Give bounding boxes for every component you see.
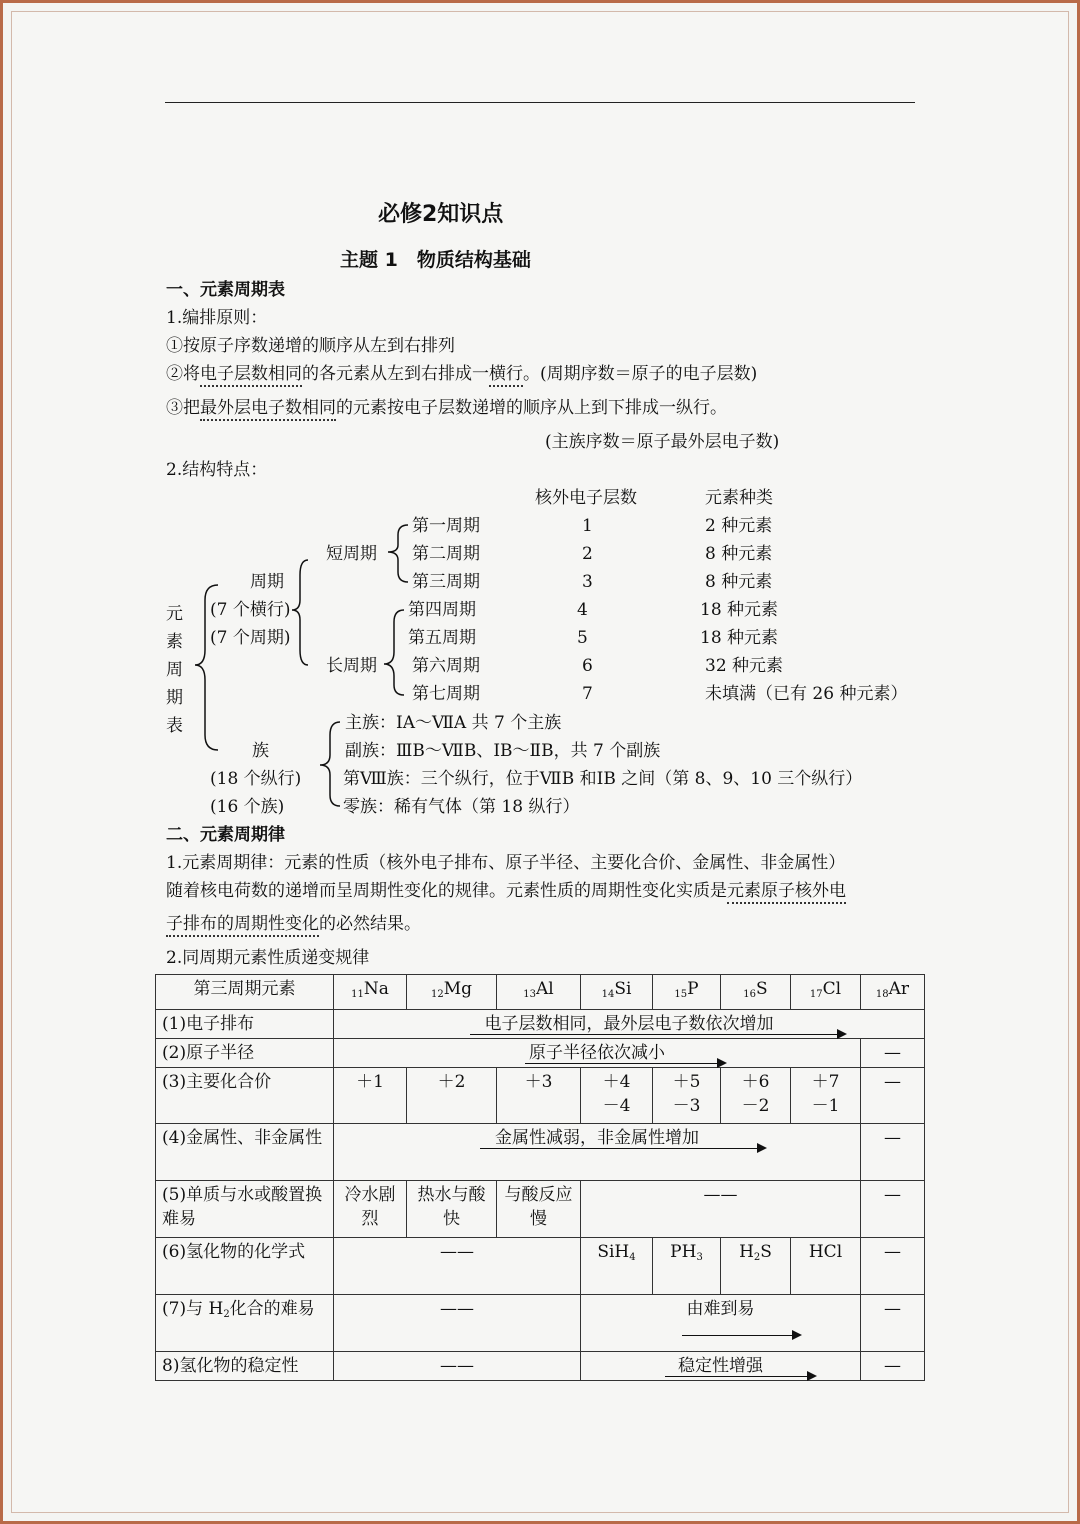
empty-dash: —— bbox=[581, 1181, 861, 1238]
empty-dash: — bbox=[861, 1352, 925, 1381]
row-label: (4)金属性、非金属性 bbox=[156, 1124, 334, 1181]
row-label: (5)单质与水或酸置换难易 bbox=[156, 1181, 334, 1238]
period-kinds: 32 种元素 bbox=[705, 656, 784, 676]
hydride-cell: HCl bbox=[791, 1238, 861, 1295]
document-title: 必修2知识点 bbox=[378, 202, 504, 227]
empty-dash: — bbox=[861, 1181, 925, 1238]
period-name: 第二周期 bbox=[412, 544, 480, 564]
period-kinds: 18 种元素 bbox=[700, 628, 779, 648]
empty-dash: — bbox=[861, 1068, 925, 1124]
row-label: (6)氢化物的化学式 bbox=[156, 1238, 334, 1295]
arrange-title: 1.编排原则： bbox=[166, 308, 268, 328]
valence-cell: ＋1 bbox=[334, 1068, 407, 1124]
period-name: 第五周期 bbox=[408, 628, 476, 648]
period-shells: 1 bbox=[582, 516, 593, 536]
rule-3-post: 的元素按电子层数递增的顺序从上到下排成一纵行。 bbox=[336, 398, 727, 418]
section2-heading: 二、元素周期律 bbox=[166, 825, 285, 845]
trend-arrow bbox=[470, 1034, 845, 1035]
row-label: (3)主要化合价 bbox=[156, 1068, 334, 1124]
long-period-label: 长周期 bbox=[326, 656, 377, 676]
element-cell: $_{12}$Mg bbox=[407, 975, 497, 1010]
empty-dash: — bbox=[861, 1124, 925, 1181]
rule-3-emphasis: 最外层电子数相同 bbox=[200, 398, 336, 421]
empty-dash: —— bbox=[334, 1295, 581, 1352]
rule-2-mid: 的各元素从左到右排成一 bbox=[302, 364, 489, 384]
law-line-2-text: 随着核电荷数的递增而呈周期性变化的规律。元素性质的周期性变化实质是 bbox=[166, 881, 727, 901]
period-shells: 7 bbox=[582, 684, 593, 704]
period-name: 第一周期 bbox=[412, 516, 480, 536]
valence-cell: ＋2 bbox=[407, 1068, 497, 1124]
row-label: (7)与 $H_2$化合的难易 bbox=[156, 1295, 334, 1352]
rule-2-post: 。(周期序数＝原子的电子层数) bbox=[523, 364, 758, 384]
brace-short bbox=[388, 525, 408, 582]
table-row bbox=[156, 1352, 925, 1381]
group-cols: (18 个纵行) bbox=[210, 769, 302, 789]
root-char: 素 bbox=[166, 632, 183, 652]
periodic-trend-table bbox=[155, 974, 925, 1381]
period-shells: 2 bbox=[582, 544, 593, 564]
trend-cell bbox=[334, 1039, 861, 1068]
valence-cell: ＋6 －2 bbox=[721, 1068, 791, 1124]
trend-cell bbox=[581, 1295, 861, 1352]
trend-text: 由难到易 bbox=[686, 1299, 755, 1319]
period-name: 第三周期 bbox=[412, 572, 480, 592]
root-char: 元 bbox=[166, 604, 183, 624]
hydride-cell: $H_2S$ bbox=[721, 1238, 791, 1295]
empty-dash: — bbox=[861, 1039, 925, 1068]
group-item: 零族：稀有气体（第 18 纵行） bbox=[343, 797, 580, 817]
table-row bbox=[156, 1238, 925, 1295]
period-kinds: 8 种元素 bbox=[705, 544, 773, 564]
root-char: 表 bbox=[166, 716, 183, 736]
trend-arrow bbox=[525, 1063, 725, 1064]
law-line-1: 1.元素周期律：元素的性质（核外电子排布、原子半径、主要化合价、金属性、非金属性） bbox=[166, 853, 846, 873]
group-count: (16 个族) bbox=[210, 797, 285, 817]
element-cell: $_{18}$Ar bbox=[861, 975, 925, 1010]
root-char: 期 bbox=[166, 688, 183, 708]
empty-dash: — bbox=[861, 1295, 925, 1352]
col-header-kinds: 元素种类 bbox=[705, 488, 773, 508]
valence-cell: ＋5 －3 bbox=[653, 1068, 721, 1124]
rule-3-pre: ③把 bbox=[166, 398, 200, 418]
element-cell: $_{13}$Al bbox=[497, 975, 581, 1010]
period-name: 第四周期 bbox=[408, 600, 476, 620]
reactivity-cell: 冷水剧烈 bbox=[334, 1181, 407, 1238]
table-title: 2.同周期元素性质递变规律 bbox=[166, 948, 370, 968]
trend-cell bbox=[581, 1352, 861, 1381]
root-char: 周 bbox=[166, 660, 183, 680]
empty-dash: —— bbox=[334, 1238, 581, 1295]
element-cell: $_{11}$Na bbox=[334, 975, 407, 1010]
brace-period bbox=[292, 560, 308, 665]
valence-cell: ＋3 bbox=[497, 1068, 581, 1124]
structure-title: 2.结构特点： bbox=[166, 460, 268, 480]
element-cell: $_{16}$S bbox=[721, 975, 791, 1010]
law-line-3-emphasis: 子排布的周期性变化 bbox=[166, 914, 319, 937]
period-kinds: 未填满（已有 26 种元素） bbox=[705, 684, 908, 704]
brace-long bbox=[384, 610, 404, 695]
empty-dash: — bbox=[861, 1238, 925, 1295]
row-label: (2)原子半径 bbox=[156, 1039, 334, 1068]
group-item: 副族：ⅢB～ⅦB、ⅠB～ⅡB，共 7 个副族 bbox=[345, 741, 661, 761]
table-row bbox=[156, 1181, 925, 1238]
group-label: 族 bbox=[252, 741, 269, 761]
brace-groups bbox=[320, 722, 340, 806]
period-kinds: 2 种元素 bbox=[705, 516, 773, 536]
table-row bbox=[156, 1124, 925, 1181]
header-label: 第三周期元素 bbox=[156, 975, 334, 1010]
short-period-label: 短周期 bbox=[326, 544, 377, 564]
law-line-2 bbox=[166, 881, 846, 901]
trend-cell bbox=[334, 1010, 925, 1039]
empty-dash: —— bbox=[334, 1352, 581, 1381]
table-row bbox=[156, 1039, 925, 1068]
trend-arrow bbox=[480, 1148, 765, 1149]
trend-text: 稳定性增强 bbox=[678, 1356, 763, 1376]
hydride-cell: SiH$_4$ bbox=[581, 1238, 653, 1295]
group-item: 主族：ⅠA～ⅦA 共 7 个主族 bbox=[345, 713, 562, 733]
table-row bbox=[156, 1068, 925, 1124]
rule-2-emphasis-1: 电子层数相同 bbox=[200, 364, 302, 387]
section1-heading: 一、元素周期表 bbox=[166, 280, 285, 300]
trend-arrow bbox=[665, 1376, 815, 1377]
valence-cell: ＋7 －1 bbox=[791, 1068, 861, 1124]
period-name: 第六周期 bbox=[412, 656, 480, 676]
period-kinds: 18 种元素 bbox=[700, 600, 779, 620]
element-cell: $_{17}$Cl bbox=[791, 975, 861, 1010]
reactivity-cell: 与酸反应慢 bbox=[497, 1181, 581, 1238]
period-label: 周期 bbox=[250, 572, 284, 592]
reactivity-cell: 热水与酸快 bbox=[407, 1181, 497, 1238]
row-label: (1)电子排布 bbox=[156, 1010, 334, 1039]
table-row bbox=[156, 975, 925, 1010]
rule-1: ①按原子序数递增的顺序从左到右排列 bbox=[166, 336, 455, 356]
rule-3-note: (主族序数＝原子最外层电子数) bbox=[545, 432, 780, 452]
col-header-shells: 核外电子层数 bbox=[535, 488, 637, 508]
period-shells: 5 bbox=[577, 628, 588, 648]
element-cell: $_{14}$Si bbox=[581, 975, 653, 1010]
trend-text: 电子层数相同，最外层电子数依次增加 bbox=[484, 1014, 774, 1034]
period-kinds: 8 种元素 bbox=[705, 572, 773, 592]
period-shells: 4 bbox=[577, 600, 588, 620]
period-name: 第七周期 bbox=[412, 684, 480, 704]
period-count: (7 个周期) bbox=[210, 628, 291, 648]
element-cell: $_{15}$P bbox=[653, 975, 721, 1010]
law-line-3 bbox=[166, 914, 421, 934]
root-label bbox=[166, 600, 186, 740]
trend-text: 金属性减弱，非金属性增加 bbox=[495, 1128, 699, 1148]
trend-text: 原子半径依次减小 bbox=[529, 1043, 665, 1063]
table-row bbox=[156, 1010, 925, 1039]
table-row bbox=[156, 1295, 925, 1352]
group-item: 第Ⅷ族：三个纵行，位于ⅦB 和ⅠB 之间（第 8、9、10 三个纵行） bbox=[343, 769, 863, 789]
period-shells: 6 bbox=[582, 656, 593, 676]
valence-cell: ＋4 －4 bbox=[581, 1068, 653, 1124]
trend-arrow bbox=[682, 1335, 800, 1336]
period-shells: 3 bbox=[582, 572, 593, 592]
hydride-cell: $PH_3$ bbox=[653, 1238, 721, 1295]
law-line-3-text: 的必然结果。 bbox=[319, 914, 421, 934]
row-label: 8)氢化物的稳定性 bbox=[156, 1352, 334, 1381]
trend-cell bbox=[334, 1124, 861, 1181]
rule-2-emphasis-2: 横行 bbox=[489, 364, 523, 387]
period-rows: (7 个横行) bbox=[210, 600, 291, 620]
topic-title: 主题 1 物质结构基础 bbox=[340, 249, 531, 271]
law-line-2-emphasis: 元素原子核外电 bbox=[727, 881, 846, 904]
rule-2-pre: ②将 bbox=[166, 364, 200, 384]
